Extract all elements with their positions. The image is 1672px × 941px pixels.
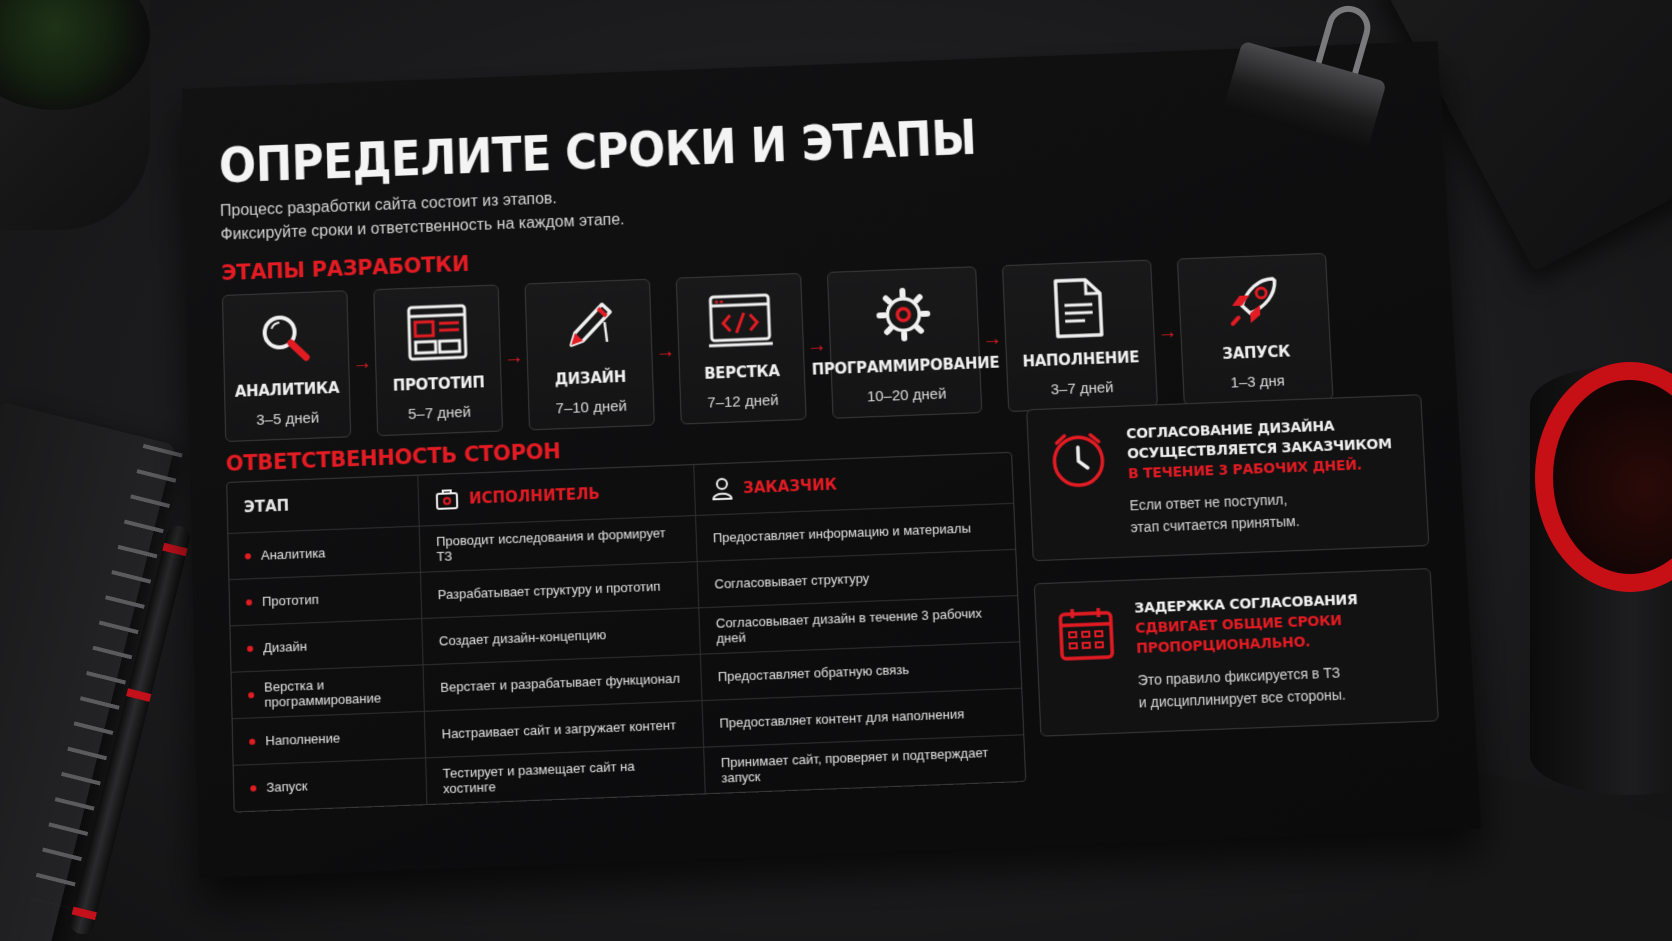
stage-card-prototype: [373, 284, 503, 436]
row-executor: Проводит исследования и формирует ТЗ: [419, 516, 697, 572]
note-text-line-1: Это правило фиксируется в ТЗ: [1137, 664, 1341, 689]
responsibility-title: ОТВЕТСТВЕННОСТЬ СТОРОН: [225, 439, 561, 476]
row-stage: [234, 758, 427, 811]
stage-duration: 1–3 дня: [1230, 372, 1286, 392]
bullet-dot: [246, 599, 252, 605]
subtitle-line-1: Процесс разработки сайта состоит из этапов.: [219, 190, 558, 220]
row-customer: Согласовывает структуру: [697, 550, 1018, 607]
stage-name: ДИЗАЙН: [554, 367, 627, 389]
arrow-right-icon: →: [981, 327, 1003, 350]
stage-card-programming: [811, 266, 1000, 419]
stage-card-analytics: [222, 290, 351, 442]
header-executor: [417, 465, 695, 526]
calendar-icon: [1054, 599, 1121, 716]
row-customer: Согласовывает дизайн в течение 3 рабочих дней: [698, 596, 1019, 654]
row-stage: [229, 573, 421, 626]
arrow-right-icon: →: [1156, 320, 1178, 344]
lower-section: [225, 403, 1441, 812]
row-stage-label: Аналитика: [260, 545, 326, 563]
note-heading-line-2: ОСУЩЕСТВЛЯЕТСЯ ЗАКАЗЧИКОМ: [1126, 436, 1393, 463]
note-design-approval: [1026, 394, 1429, 561]
row-customer: Предоставляет информацию и материалы: [695, 504, 1015, 561]
note-text-line-2: и дисциплинирует все стороны.: [1138, 686, 1347, 711]
stage-card-markup: [676, 273, 807, 425]
bullet-dot: [247, 645, 253, 651]
stage-name: НАПОЛНЕНИЕ: [1022, 348, 1140, 371]
stage-name: АНАЛИТИКА: [234, 378, 340, 401]
row-customer: Предоставляет обратную связь: [700, 642, 1021, 700]
row-stage-label: Дизайн: [262, 638, 308, 656]
rocket-icon: [1219, 267, 1288, 335]
notes-column: [1026, 394, 1441, 781]
row-executor: Разрабатывает структуру и прототип: [420, 562, 698, 618]
row-customer: Принимает сайт, проверяет и подтверждает запуск: [703, 735, 1025, 793]
note-body: [1134, 590, 1363, 714]
pencil-icon: [555, 293, 623, 361]
row-stage: [230, 619, 422, 672]
stage-duration: 10–20 дней: [866, 385, 947, 406]
stages-section-title: ЭТАПЫ РАЗРАБОТКИ: [221, 251, 470, 286]
header-executor-label: ИСПОЛНИТЕЛЬ: [468, 484, 601, 508]
row-stage: [228, 527, 420, 579]
bullet-dot: [249, 738, 255, 744]
info-board: [182, 41, 1482, 878]
note-text: [1129, 484, 1396, 538]
arrow-right-icon: →: [654, 339, 676, 363]
stage-name: ПРОГРАММИРОВАНИЕ: [811, 353, 1000, 379]
magnifier-icon: [252, 304, 319, 372]
header-customer-label: ЗАКАЗЧИК: [742, 475, 838, 498]
arrow-right-icon: →: [806, 333, 828, 357]
gear-icon: [869, 281, 937, 349]
stage-name: ПРОТОТИП: [392, 373, 485, 395]
bullet-dot: [250, 785, 256, 791]
stage-name: ВЕРСТКА: [703, 362, 781, 383]
note-text-line-1: Если ответ не поступил,: [1129, 491, 1288, 514]
stage-card-launch: [1177, 253, 1334, 405]
header-stage: ЭТАП: [243, 496, 290, 517]
user-icon: [711, 477, 734, 502]
row-executor: Тестирует и размещает сайт на хостинге: [425, 748, 705, 804]
wireframe-icon: [403, 298, 471, 366]
stage-duration: 7–10 дней: [555, 397, 628, 418]
stage-card-design: [525, 279, 655, 431]
document-icon: [1044, 274, 1113, 342]
row-executor: Настраивает сайт и загружает контент: [424, 701, 703, 757]
stage-card-content: [1002, 260, 1158, 412]
bullet-dot: [245, 553, 251, 559]
row-executor: Создает дизайн-концепцию: [421, 608, 700, 664]
row-stage-label: Верстка и программирование: [263, 676, 382, 710]
stage-duration: 3–7 дней: [1050, 379, 1114, 399]
stage-duration: 5–7 дней: [407, 403, 472, 424]
note-accent-line-2: ПРОПОРЦИОНАЛЬНО.: [1135, 634, 1311, 658]
page-title: ОПРЕДЕЛИТЕ СРОКИ И ЭТАПЫ: [218, 109, 978, 195]
note-approval-delay: [1034, 568, 1439, 737]
briefcase-icon: [435, 488, 460, 511]
note-heading-line-1: СОГЛАСОВАНИЕ ДИЗАЙНА: [1125, 418, 1335, 443]
subtitle-line-2: Фиксируйте сроки и ответственность на каждом этапе.: [220, 211, 625, 244]
row-customer: Предоставляет контент для наполнения: [702, 689, 1024, 747]
note-heading: ЗАДЕРЖКА СОГЛАСОВАНИЯ: [1133, 592, 1358, 617]
stage-name: ЗАПУСК: [1221, 342, 1291, 363]
stage-duration: 7–12 дней: [707, 391, 779, 412]
row-executor: Верстает и разрабатывает функционал: [423, 655, 702, 711]
note-accent-line-1: СДВИГАЕТ ОБЩИЕ СРОКИ: [1134, 612, 1343, 637]
clock-icon: [1046, 425, 1113, 541]
responsibility-section: [225, 422, 1026, 813]
note-text: [1137, 661, 1363, 714]
row-stage-label: Прототип: [261, 591, 319, 610]
row-stage-label: Наполнение: [265, 730, 341, 749]
note-text-line-2: этап считается принятым.: [1130, 512, 1300, 536]
arrow-right-icon: →: [351, 351, 373, 374]
note-accent: В ТЕЧЕНИЕ 3 РАБОЧИХ ДНЕЙ.: [1127, 457, 1363, 483]
row-stage: [233, 712, 426, 765]
responsibility-table: [226, 452, 1026, 813]
bullet-dot: [248, 692, 254, 698]
code-window-icon: [706, 287, 774, 355]
row-stage-label: Запуск: [266, 778, 308, 796]
note-body: [1126, 414, 1396, 538]
row-stage: [232, 665, 424, 718]
stage-duration: 3–5 дней: [256, 409, 320, 429]
arrow-right-icon: →: [503, 345, 525, 369]
